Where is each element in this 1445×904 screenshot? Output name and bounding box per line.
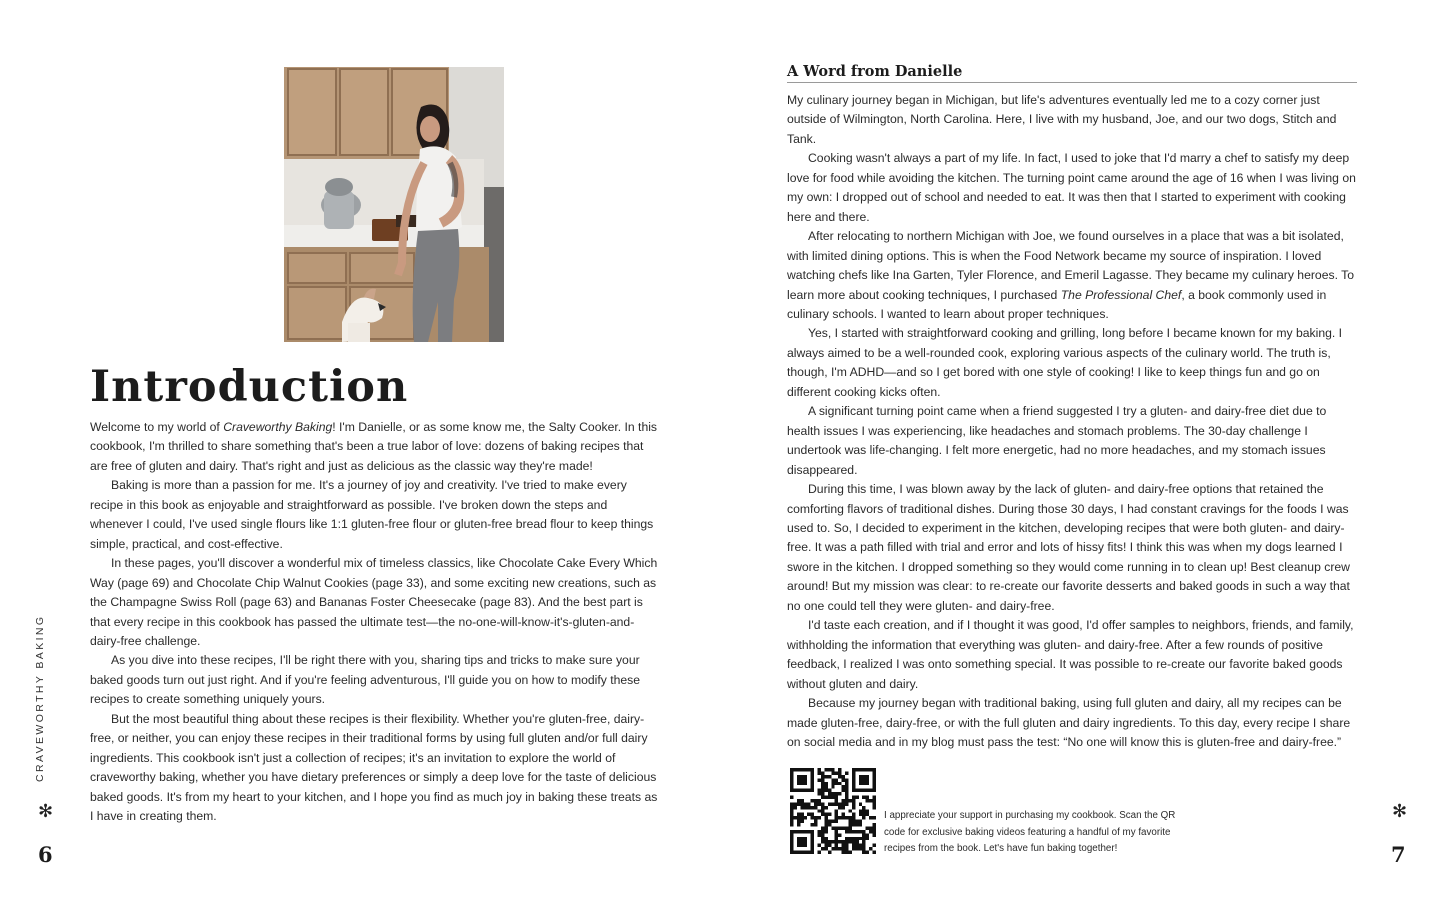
body-paragraph (90, 476, 660, 554)
body-paragraph (787, 694, 1362, 752)
page-number: 7 (1391, 842, 1406, 867)
italic-title-text: The Professional Chef (1060, 287, 1182, 302)
paragraph-text: Baking is more than a passion for me. It's a journey of joy and creativity. I've tried to make every recipe in this book as enjoyable and straightforward as possible. I've broken down the steps and whenever I could, I've used single flours like 1:1 gluten-free flour or gluten-free bread flour to keep things simple, practical, and cost-effective. (90, 478, 654, 551)
paragraph-text: In these pages, you'll discover a wonderful mix of timeless classics, like Chocolate Cake Every Which Way (page 69) and Chocolate Chip Walnut Cookies (page 33), and some exciting new creations, such as the Champagne Swiss Roll (page 63) and Bananas Foster Cheesecake (page 83). And the best part is that every recipe in this cookbook has passed the ultimate test—the no-one-will-know-it's-gluten-and-dairy-free challenge. (90, 556, 658, 648)
page-title: Introduction (90, 362, 409, 412)
paragraph-text: But the most beautiful thing about these recipes is their flexibility. Whether you're gluten-free, dairy-free, or neither, you can enjoy these recipes in their traditional forms by using full gluten and/or full dairy ingredients. This cookbook isn't just a collection of recipes; it's an invitation to explore the world of craveworthy baking, whether you have dietary preferences or simply a deep love for the taste of delicious baked goods. It's from my heart to your kitchen, and I hope you find as much joy in baking these treats as I have in creating them. (90, 711, 658, 824)
right-page (722, 0, 1445, 904)
qr-caption: I appreciate your support in purchasing my cookbook. Scan the QR code for exclusive baking videos featuring a handful of my favorite recipes from the book. Let's have fun baking together! (884, 810, 1176, 854)
body-paragraph (787, 149, 1362, 227)
paragraph-text: After relocating to northern Michigan with Joe, we found ourselves in a place that was a bit isolated, with limited dining options. This is when the Food Network became my source of inspiration. I loved watching chefs like Ina Garten, Tyler Florence, and Emeril Lagasse. They became my culinary heroes. To learn more about cooking techniques, I purchased (787, 229, 1354, 302)
page-number: 6 (38, 842, 53, 867)
body-paragraph (787, 402, 1362, 480)
paragraph-text: Because my journey began with traditional baking, using full gluten and dairy, all my recipes can be made gluten-free, dairy-free, or with the full gluten and dairy ingredients. To this day, every recipe I share on social media and in my blog must pass the test: “No one will know this is gluten-free and dairy-free.” (787, 696, 1351, 749)
paragraph-text: Cooking wasn't always a part of my life. In fact, I used to joke that I'd marry a chef to satisfy my deep love for food while avoiding the kitchen. The turning point came around the age of 16 when I was living on my own: I dropped out of school and needed to eat. It was then that I started to experiment with cooking here and there. (787, 151, 1356, 224)
body-paragraph (787, 91, 1362, 149)
section-title: A Word from Danielle (787, 63, 1357, 83)
body-paragraph (90, 651, 660, 709)
word-from-danielle-body (787, 91, 1362, 752)
paragraph-text: As you dive into these recipes, I'll be right there with you, sharing tips and tricks to make sure your baked goods turn out just right. And if you're feeling adventurous, I'll guide you on how to modify these recipes to create something uniquely yours. (90, 653, 641, 707)
body-paragraph (787, 616, 1362, 694)
asterisk-ornament-icon: ✻ (1392, 801, 1408, 822)
paragraph-text: My culinary journey began in Michigan, but life's adventures eventually led me to a cozy corner just outside of Wilmington, North Carolina. Here, I live with my husband, Joe, and our two dogs, Stitch and Tank. (787, 93, 1337, 146)
body-paragraph (90, 710, 660, 827)
paragraph-text: Welcome to my world of (90, 420, 224, 434)
italic-title-text: Craveworthy Baking (223, 420, 333, 434)
paragraph-text: , a book commonly used in culinary schools. I wanted to learn about proper techniques. (787, 287, 1327, 321)
author-kitchen-photo (284, 67, 504, 342)
body-paragraph (787, 324, 1362, 402)
paragraph-text: ! I'm Danielle, or as some know me, the Salty Cooker. In this cookbook, I'm thrilled to share something that's been a true labor of love: dozens of baking recipes that are free of gluten and dairy. That's right and just as delicious as the classic way they're made! (90, 420, 658, 473)
running-head: CRAVEWORTHY BAKING (34, 614, 46, 782)
qr-code-icon[interactable] (790, 768, 876, 854)
body-paragraph (90, 554, 660, 651)
photo-illustration (284, 67, 504, 342)
paragraph-text: Yes, I started with straightforward cooking and grilling, long before I became known for my baking. I always aimed to be a well-rounded cook, exploring various aspects of the culinary world. The truth is, though, I'm ADHD—and so I get bored with one style of cooking! I like to keep things fun and go on different cooking kicks often. (787, 326, 1343, 399)
paragraph-text: A significant turning point came when a friend suggested I try a gluten- and dairy-free diet due to health issues I was experiencing, like headaches and stomach problems. The 30-day challenge I undertook was life-changing. I felt more energetic, had no more headaches, and my stomach issues disappeared. (787, 404, 1327, 477)
introduction-body (90, 418, 660, 827)
paragraph-text: During this time, I was blown away by the lack of gluten- and dairy-free options that retained the comforting flavors of traditional dishes. During those 30 days, I had constant cravings for the foods I was used to. So, I decided to experiment in the kitchen, developing recipes that were both gluten- and dairy-free. It was a path filled with trial and error and lots of hissy fits! I think this was when my dogs learned I swore in the kitchen. I dropped something so they would come running in to clean up! Best cleanup crew around! But my mission was clear: to re-create our favorite desserts and baked goods in such a way that no one could tell they were gluten- and dairy-free. (787, 482, 1350, 613)
body-paragraph (787, 480, 1362, 616)
body-paragraph (787, 227, 1362, 324)
asterisk-ornament-icon: ✻ (38, 801, 54, 822)
left-page (0, 0, 722, 904)
paragraph-text: I'd taste each creation, and if I thought it was good, I'd offer samples to neighbors, friends, and family, withholding the information that everything was gluten- and dairy-free. After a few rounds of positive feedback, I realized I was onto something special. It was possible to re-create our favorite baked goods without gluten and dairy. (787, 618, 1354, 691)
body-paragraph (90, 418, 660, 476)
